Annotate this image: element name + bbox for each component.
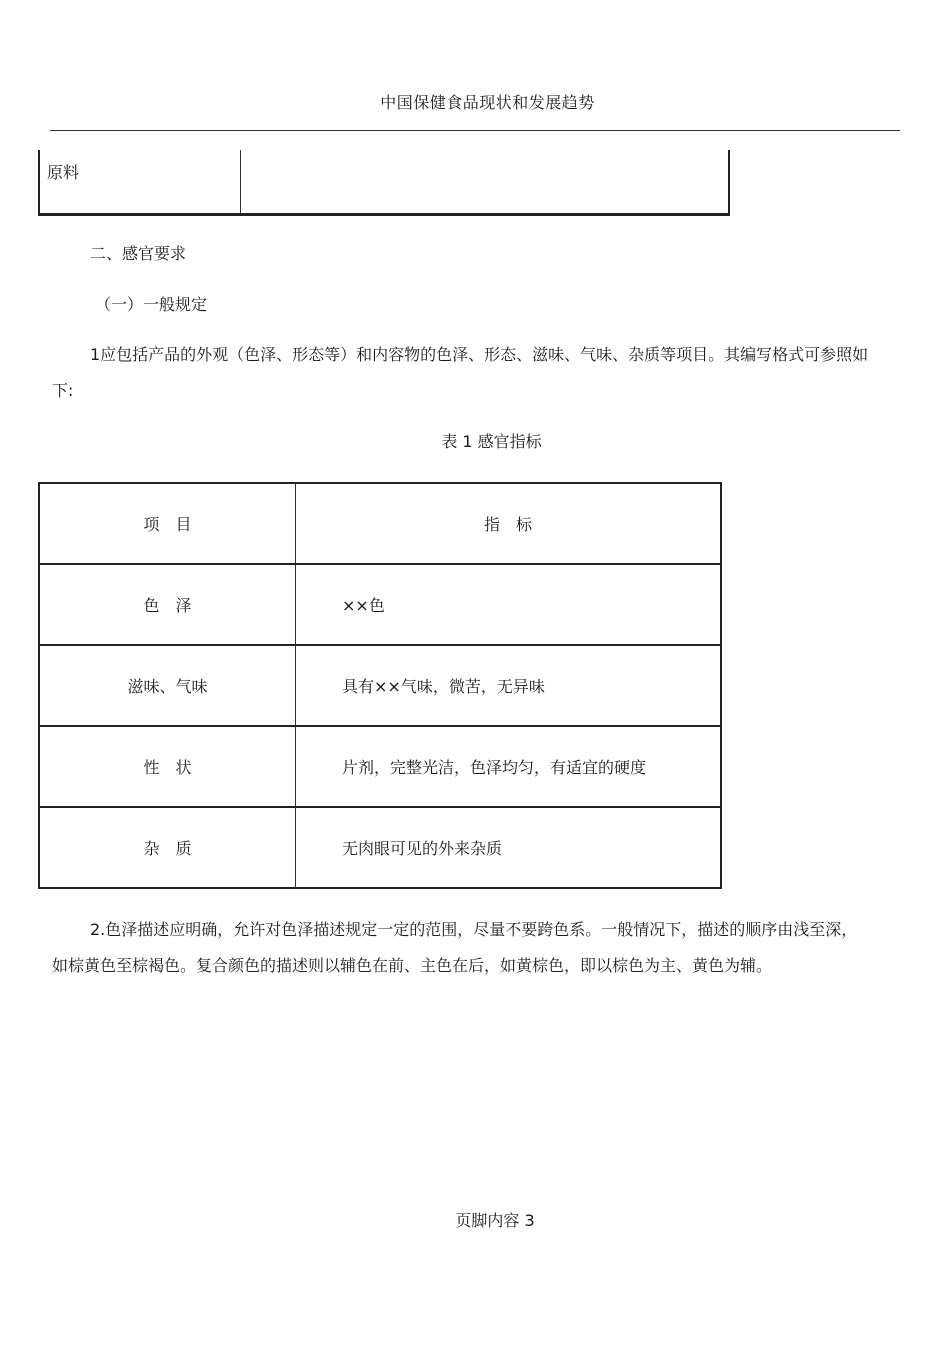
sensory-index-table <box>38 482 722 889</box>
table-column-divider <box>240 150 241 213</box>
table-caption: 表 1 感官指标 <box>441 432 542 451</box>
table-cell-spec: 片剂，完整光洁，色泽均匀，有适宜的硬度 <box>296 726 722 807</box>
header-rule <box>50 130 900 131</box>
table-cell-spec: ××色 <box>296 564 722 645</box>
table-header-item: 项 目 <box>39 483 296 564</box>
paragraph-2: 2.色泽描述应明确，允许对色泽描述规定一定的范围，尽量不要跨色系。一般情况下，描述的顺序由浅至深，如棕黄色至棕褐色。复合颜色的描述则以辅色在前、主色在后，如黄棕色，即以棕色为主、黄色为辅。 <box>52 920 858 975</box>
running-header-title: 中国保健食品现状和发展趋势 <box>380 93 595 112</box>
section-heading: 二、感官要求 <box>90 244 187 263</box>
continued-table-fragment <box>38 150 730 216</box>
table-cell-item: 杂 质 <box>39 807 296 888</box>
page-footer: 页脚内容 3 <box>455 1211 535 1230</box>
table-header-row <box>39 483 721 564</box>
table-row <box>39 645 721 726</box>
table-cell-item: 性 状 <box>39 726 296 807</box>
table-header-spec: 指 标 <box>296 483 722 564</box>
table-cell-raw-material: 原料 <box>47 163 80 182</box>
table-row <box>39 726 721 807</box>
table-cell-spec: 无肉眼可见的外来杂质 <box>296 807 722 888</box>
subsection-heading: （一）一般规定 <box>95 295 208 314</box>
paragraph-1: 1应包括产品的外观（色泽、形态等）和内容物的色泽、形态、滋味、气味、杂质等项目。其编写格式可参照如下: <box>52 345 869 400</box>
table-cell-item: 色 泽 <box>39 564 296 645</box>
table-cell-spec: 具有××气味，微苦，无异味 <box>296 645 722 726</box>
table-cell-item: 滋味、气味 <box>39 645 296 726</box>
table-row <box>39 807 721 888</box>
table-row <box>39 564 721 645</box>
